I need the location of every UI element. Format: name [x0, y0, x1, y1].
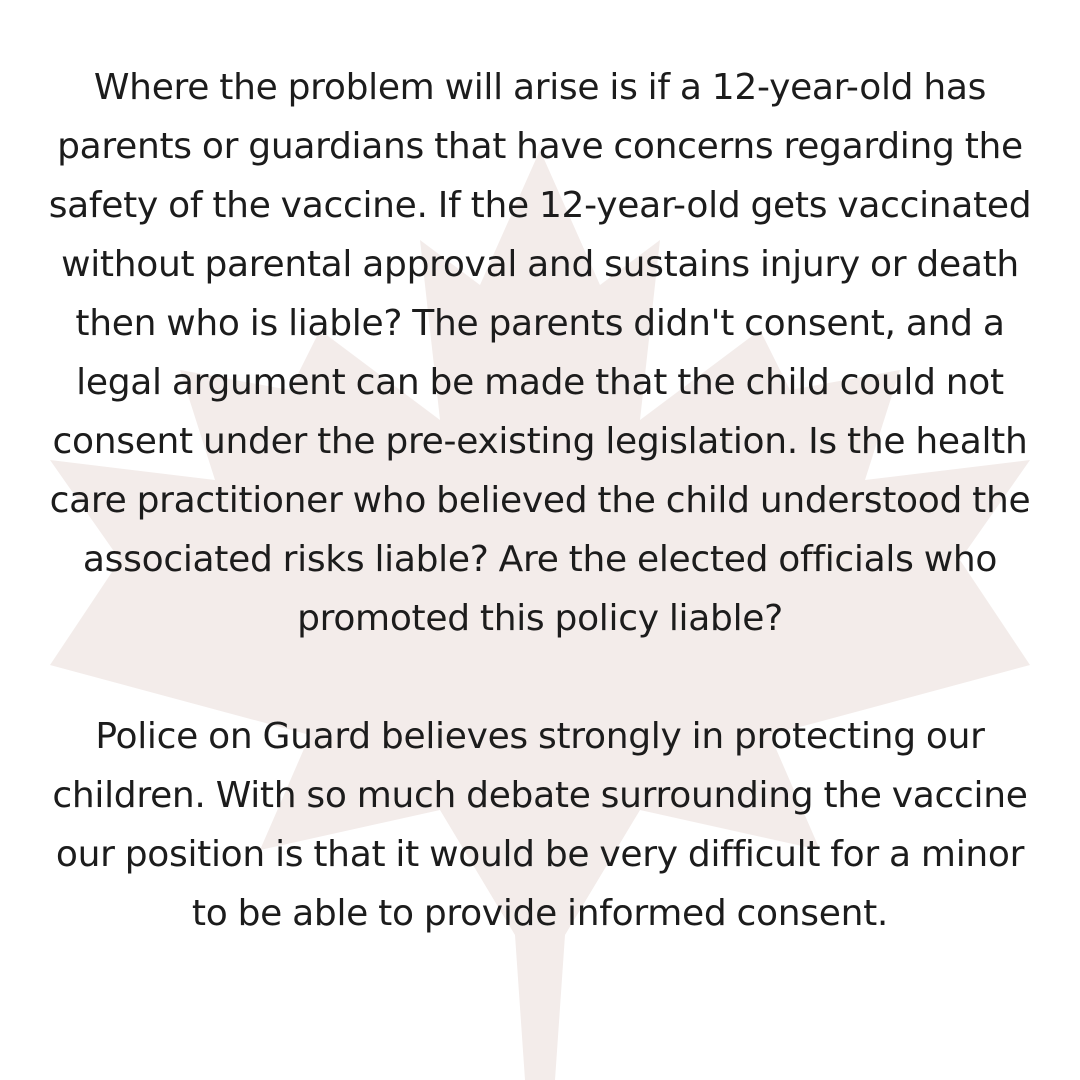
paragraph-spacer [40, 648, 1040, 707]
statement-paragraph-2: Police on Guard believes strongly in protecting our children. With so much debate surrounding the vaccine our position is that it would be very difficult for a minor to be able to provide informed consent. [52, 716, 1028, 934]
statement-text-block [40, 58, 1040, 943]
statement-paragraph-1: Where the problem will arise is if a 12-year-old has parents or guardians that have concerns regarding the safety of the vaccine. If the 12-year-old gets vaccinated without parental approval and sustains injury or death then who is liable? The parents didn't consent, and a legal argument can be made that the child could not consent under the pre-existing legislation. Is the health care practitioner who believed the child understood the associated risks liable? Are the elected officials who promoted this policy liable? [48, 67, 1032, 639]
